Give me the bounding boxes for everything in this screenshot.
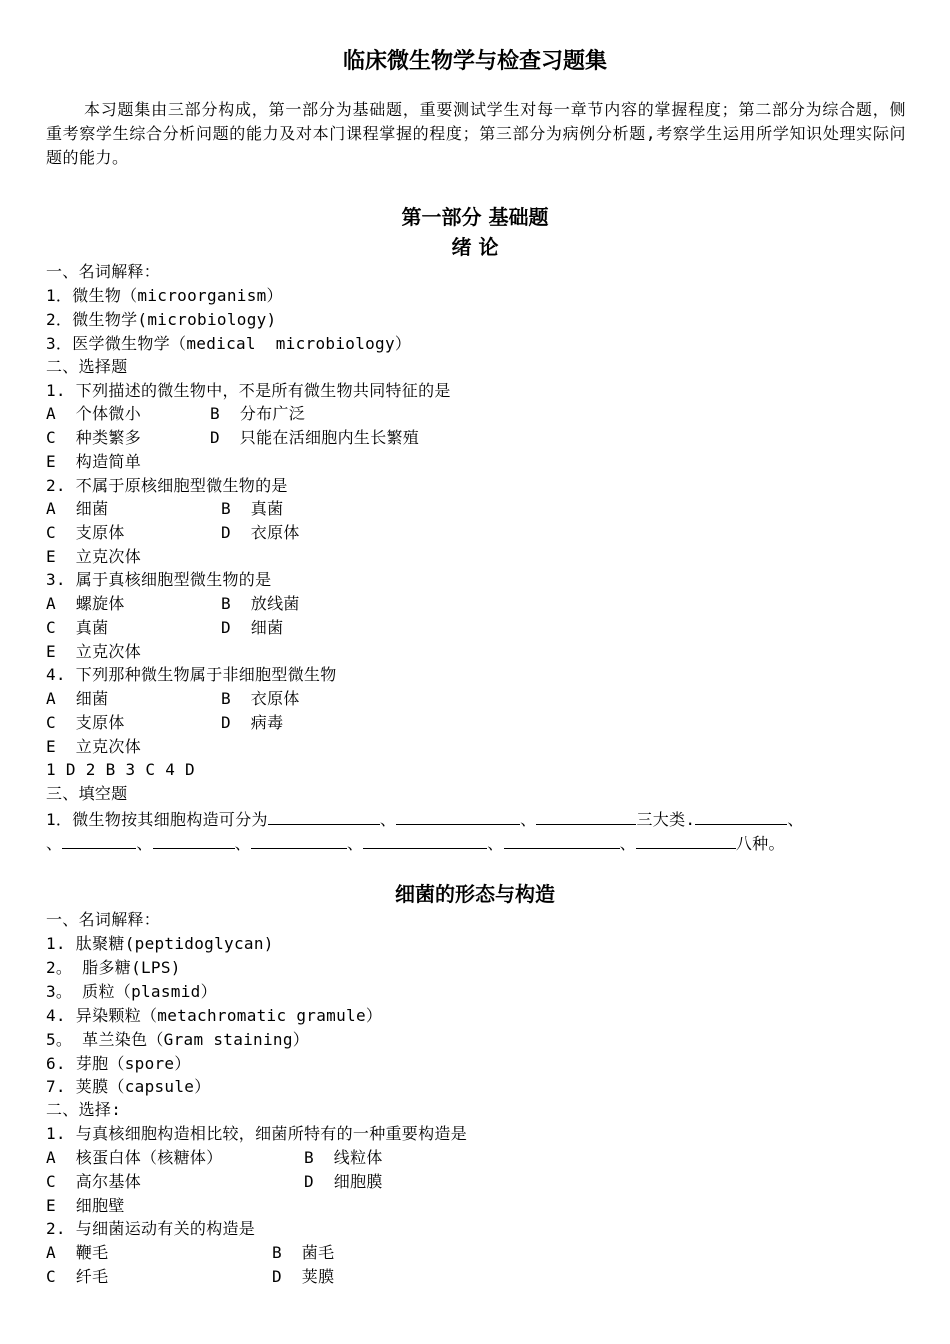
- term-item: 1. 肽聚糖(peptidoglycan): [46, 934, 274, 953]
- fill-heading: 三、填空题: [46, 784, 128, 803]
- fill-blank[interactable]: [268, 806, 380, 825]
- option-c: C 高尔基体: [46, 1172, 141, 1191]
- term-item: 3．医学微生物学（medical microbiology）: [46, 334, 412, 353]
- separator: 、: [346, 834, 364, 853]
- term-item: 2．微生物学(microbiology): [46, 310, 277, 329]
- chapter-heading-bacteria: 细菌的形态与构造: [395, 882, 555, 906]
- option-a: A 个体微小: [46, 404, 141, 423]
- option-c: C 种类繁多: [46, 428, 141, 447]
- intro-paragraph: 本习题集由三部分构成，第一部分为基础题，重要测试学生对每一章节内容的掌握程度；第二部分为综合题，侧重考察学生综合分析问题的能力及对本门课程掌握的程度；第三部分为病例分析题,考察学生运用所学知识处理实际问题的能力。: [46, 100, 906, 167]
- option-b: B 放线菌: [221, 594, 300, 613]
- option-e: E 立克次体: [46, 737, 141, 756]
- separator: 、: [46, 834, 63, 853]
- option-d: D 病毒: [221, 713, 284, 732]
- option-e: E 立克次体: [46, 642, 141, 661]
- option-e: E 构造简单: [46, 452, 141, 471]
- fill-question-line2: [46, 830, 785, 854]
- option-a: A 细菌: [46, 689, 109, 708]
- option-b: B 线粒体: [304, 1148, 383, 1167]
- term-item: 2。 脂多糖(LPS): [46, 958, 181, 977]
- term-item: 6. 芽胞（spore）: [46, 1054, 191, 1073]
- fill-question-text: 八种。: [735, 834, 785, 853]
- separator: 、: [136, 834, 153, 853]
- option-b: B 菌毛: [272, 1243, 335, 1262]
- fill-blank[interactable]: [363, 830, 487, 849]
- option-a: A 螺旋体: [46, 594, 125, 613]
- option-b: B 真菌: [221, 499, 284, 518]
- separator: 、: [619, 834, 636, 853]
- question-stem: 2. 不属于原核细胞型微生物的是: [46, 476, 288, 495]
- option-e: E 立克次体: [46, 547, 141, 566]
- fill-blank[interactable]: [536, 806, 636, 825]
- choice-heading: 二、选择题: [46, 357, 128, 376]
- option-d: D 只能在活细胞内生长繁殖: [210, 428, 420, 447]
- fill-question-text: 1．微生物按其细胞构造可分为: [46, 810, 268, 829]
- term-item: 3。 质粒（plasmid）: [46, 982, 217, 1001]
- option-c: C 真菌: [46, 618, 109, 637]
- separator: 、: [379, 810, 397, 829]
- option-a: A 核蛋白体（核糖体）: [46, 1148, 223, 1167]
- part1-heading: 第一部分 基础题: [401, 205, 549, 229]
- fill-blank[interactable]: [695, 806, 787, 825]
- fill-blank[interactable]: [153, 830, 235, 849]
- option-c: C 纤毛: [46, 1267, 109, 1286]
- fill-blank[interactable]: [62, 830, 136, 849]
- option-d: D 衣原体: [221, 523, 300, 542]
- choice-heading: 二、选择:: [46, 1100, 122, 1119]
- option-d: D 细胞膜: [304, 1172, 383, 1191]
- fill-blank[interactable]: [504, 830, 620, 849]
- fill-question-line1: [46, 806, 804, 830]
- document-title: 临床微生物学与检查习题集: [342, 49, 607, 74]
- fill-blank[interactable]: [636, 830, 736, 849]
- term-item: 7. 荚膜（capsule）: [46, 1077, 211, 1096]
- option-e: E 细胞壁: [46, 1196, 125, 1215]
- option-c: C 支原体: [46, 523, 125, 542]
- terms-heading: 一、名词解释：: [46, 262, 161, 281]
- option-d: D 荚膜: [272, 1267, 335, 1286]
- question-stem: 3. 属于真核细胞型微生物的是: [46, 570, 272, 589]
- option-c: C 支原体: [46, 713, 125, 732]
- term-item: 4. 异染颗粒（metachromatic gramule）: [46, 1006, 383, 1025]
- answer-key: 1 D 2 B 3 C 4 D: [46, 760, 195, 779]
- option-b: B 分布广泛: [210, 404, 305, 423]
- option-a: A 鞭毛: [46, 1243, 109, 1262]
- separator: 、: [234, 834, 251, 853]
- option-d: D 细菌: [221, 618, 284, 637]
- question-stem: 1. 与真核细胞构造相比较，细菌所特有的一种重要构造是: [46, 1124, 467, 1143]
- option-a: A 细菌: [46, 499, 109, 518]
- separator: 、: [787, 810, 804, 829]
- term-item: 1．微生物（microorganism）: [46, 286, 283, 305]
- fill-question-text: 三大类.: [636, 810, 696, 829]
- question-stem: 1. 下列描述的微生物中，不是所有微生物共同特征的是: [46, 381, 451, 400]
- fill-blank[interactable]: [396, 806, 520, 825]
- fill-blank[interactable]: [251, 830, 347, 849]
- question-stem: 2. 与细菌运动有关的构造是: [46, 1219, 256, 1238]
- question-stem: 4. 下列那种微生物属于非细胞型微生物: [46, 665, 337, 684]
- option-b: B 衣原体: [221, 689, 300, 708]
- term-item: 5。 革兰染色（Gram staining）: [46, 1030, 310, 1049]
- separator: 、: [520, 810, 537, 829]
- chapter-heading-intro: 绪 论: [451, 235, 499, 259]
- separator: 、: [487, 834, 504, 853]
- terms-heading: 一、名词解释：: [46, 910, 161, 929]
